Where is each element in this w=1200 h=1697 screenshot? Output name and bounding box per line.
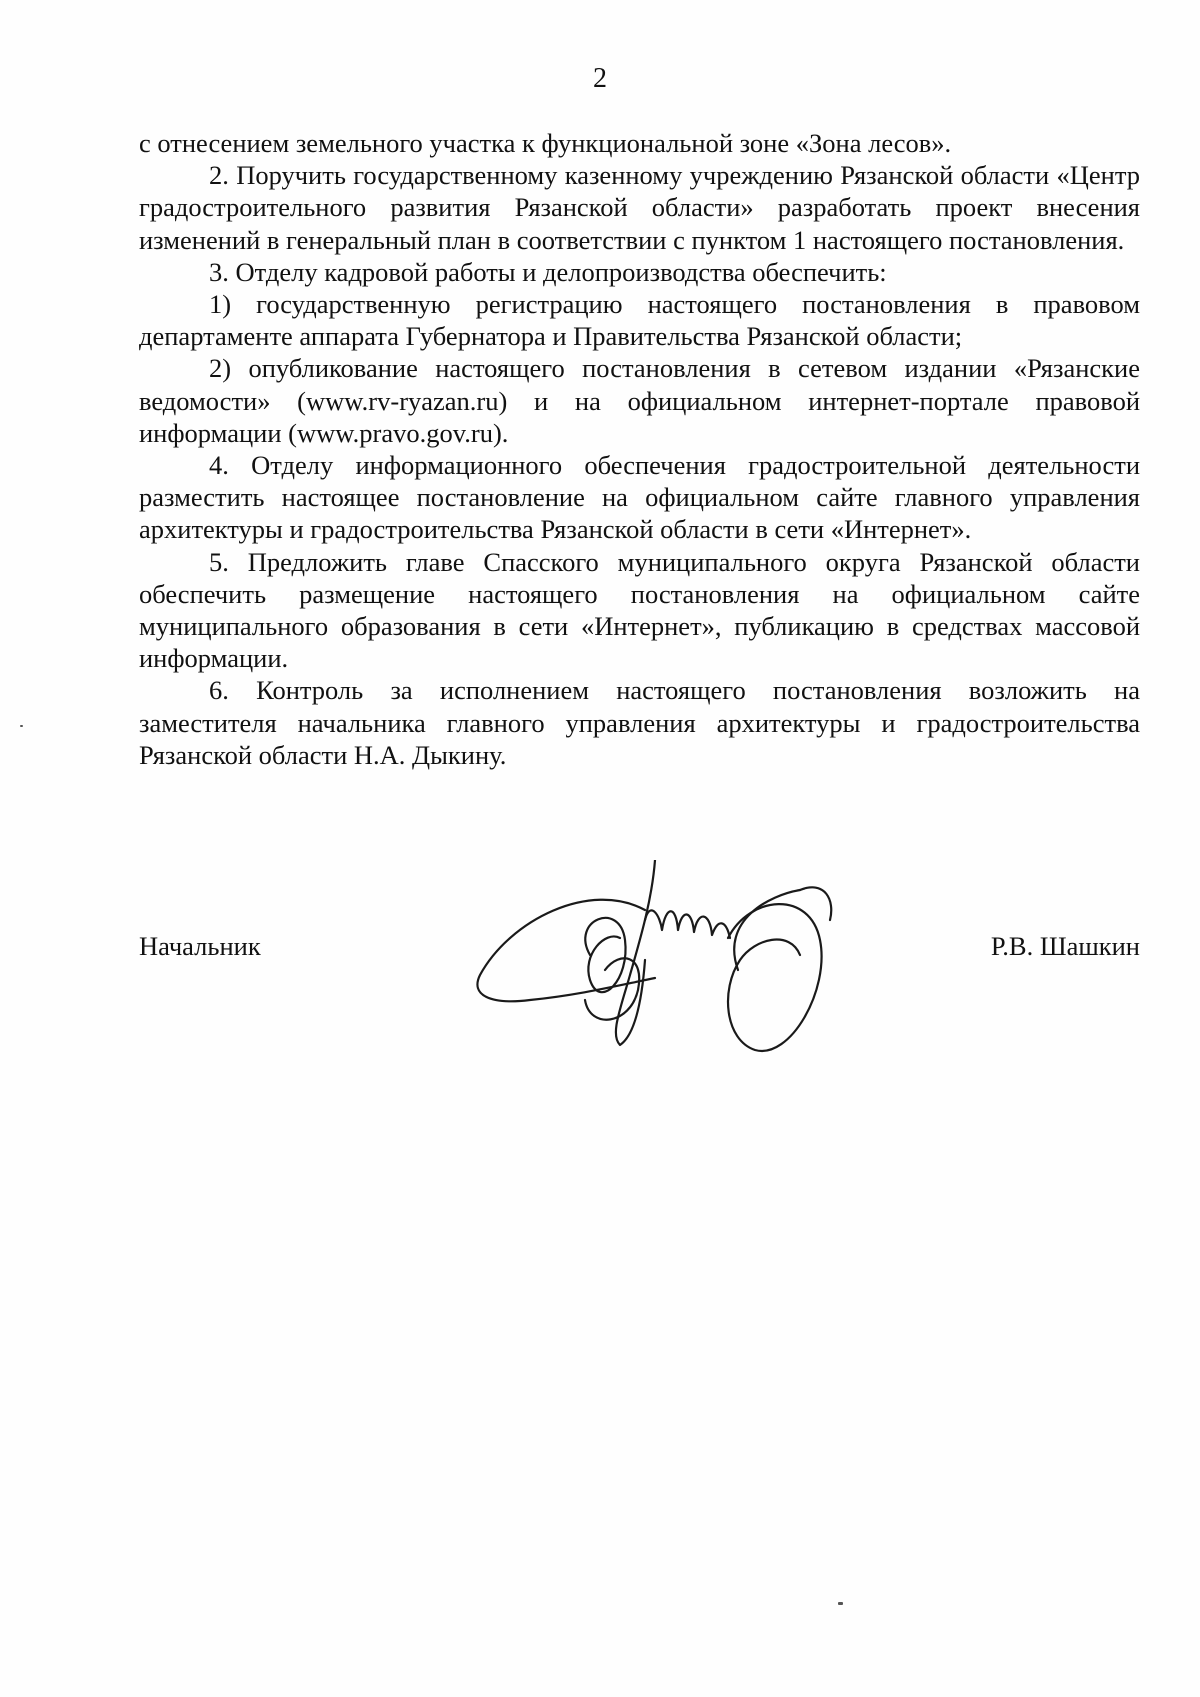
paragraph-item-3: 3. Отделу кадровой работы и делопроизводства обеспечить: bbox=[209, 256, 887, 287]
scan-speck bbox=[20, 725, 23, 727]
paragraph-subitem-2: 2) опубликование настоящего постановления в сетевом издании «Рязанские ведомости» (www.rv-ryazan.ru) и на официальном интернет-портале правовой информации (www.pravo.gov.ru). bbox=[139, 353, 1140, 448]
handwritten-signature-icon bbox=[470, 860, 890, 1080]
paragraph-continuation: с отнесением земельного участка к функциональной зоне «Зона лесов». bbox=[139, 128, 952, 158]
document-body bbox=[139, 127, 1140, 771]
paragraph-item-5: 5. Предложить главе Спасского муниципального округа Рязанской области обеспечить размещение настоящего постановления на официальном сайте муниципального образования в сети «Интернет», публикацию в средствах массовой информации. bbox=[139, 546, 1140, 674]
paragraph-item-6: 6. Контроль за исполнением настоящего постановления возложить на заместителя начальника главного управления архитектуры и градостроительства Рязанской области Н.А. Дыкину. bbox=[139, 675, 1140, 770]
paragraph-item-2: 2. Поручить государственному казенному учреждению Рязанской области «Центр градостроительного развития Рязанской области» разработать проект внесения изменений в генеральный план в соответствии с пунктом 1 настоящего постановления. bbox=[139, 160, 1140, 255]
paragraph-subitem-1: 1) государственную регистрацию настоящего постановления в правовом департаменте аппарата Губернатора и Правительства Рязанской области; bbox=[139, 289, 1140, 352]
position-title: Начальник bbox=[139, 931, 261, 961]
paragraph-item-4: 4. Отделу информационного обеспечения градостроительной деятельности разместить настоящее постановление на официальном сайте главного управления архитектуры и градостроительства Рязанской области в сети «Интернет». bbox=[139, 450, 1140, 545]
signer-name: Р.В. Шашкин bbox=[990, 931, 1140, 961]
page-number: 2 bbox=[593, 63, 607, 94]
scan-speck bbox=[838, 1602, 843, 1605]
